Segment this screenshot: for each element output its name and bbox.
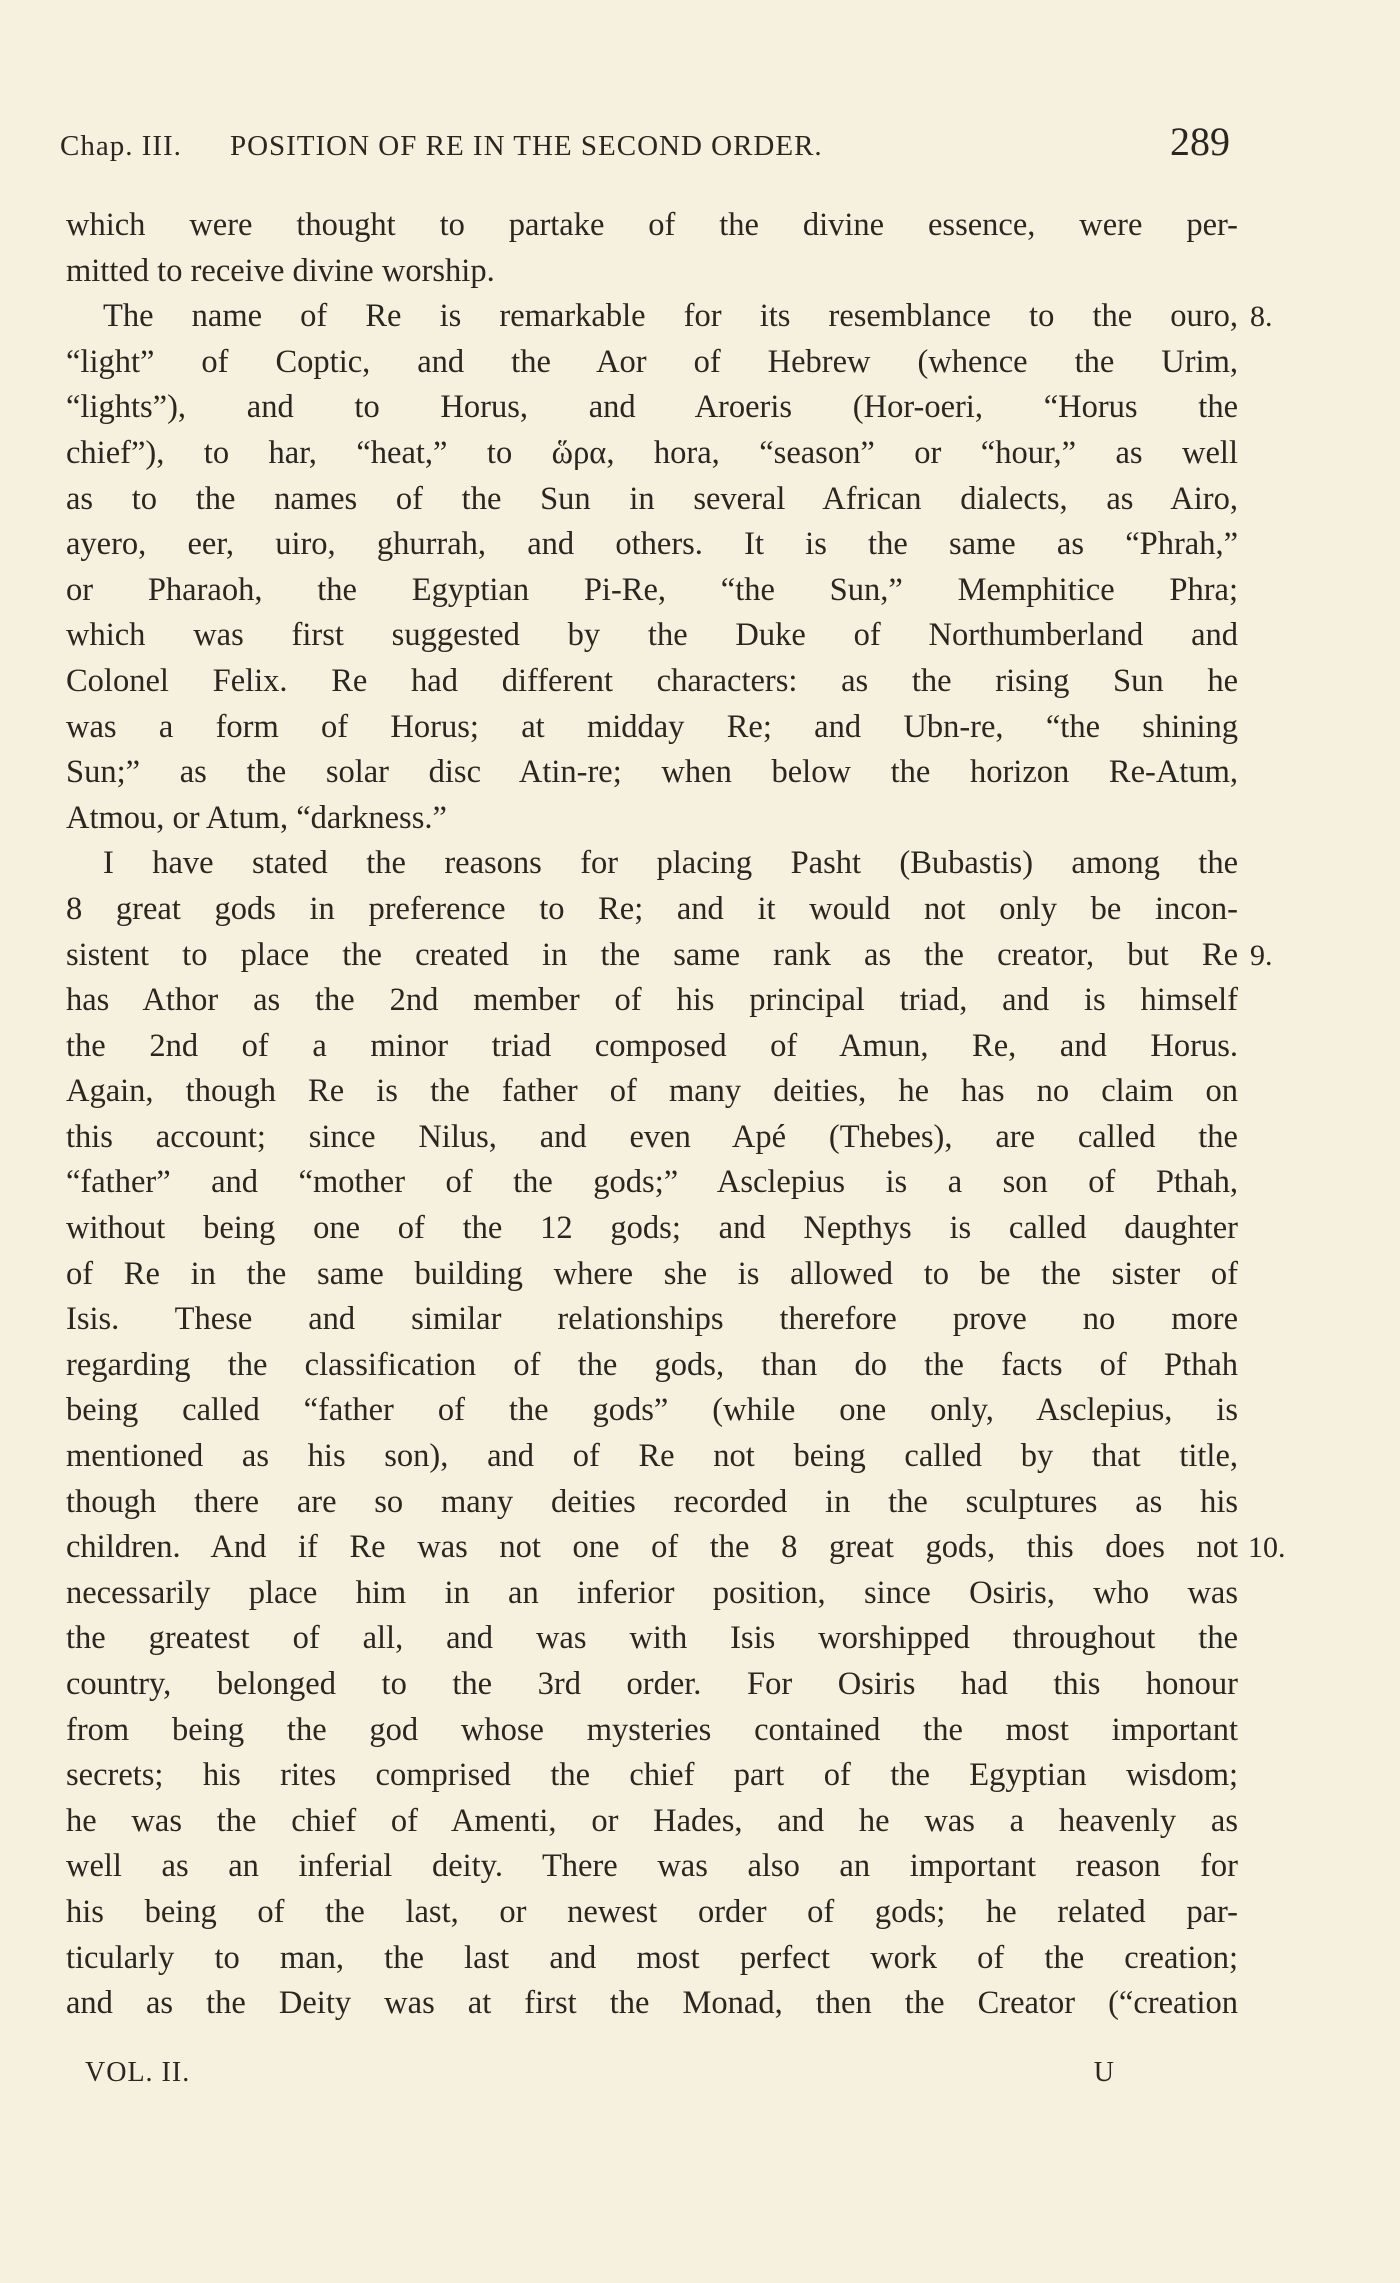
text-line: he was the chief of Amenti, or Hades, and he was a heavenly as <box>66 1802 1238 1839</box>
text-line: children. And if Re was not one of the 8 great gods, this does not <box>66 1529 1238 1566</box>
text-line: well as an inferial deity. There was also an important reason for <box>66 1848 1238 1885</box>
text-line: sistent to place the created in the same rank as the creator, but Re <box>66 936 1238 973</box>
text-line: necessarily place him in an inferior position, since Osiris, who was <box>66 1574 1238 1611</box>
text-line: Isis. These and similar relationships therefore prove no more <box>66 1301 1238 1338</box>
text-line: the greatest of all, and was with Isis worshipped throughout the <box>66 1620 1238 1657</box>
text-line: Sun;” as the solar disc Atin-re; when below the horizon Re-Atum, <box>66 754 1238 791</box>
text-line: has Athor as the 2nd member of his principal triad, and is himself <box>66 982 1238 1019</box>
signature-mark: U <box>1093 2057 1115 2088</box>
text-line: “light” of Coptic, and the Aor of Hebrew (whence the Urim, <box>66 343 1238 380</box>
text-line: ticularly to man, the last and most perfect work of the creation; <box>66 1939 1238 1976</box>
chapter-label: Chap. III. <box>60 130 182 162</box>
volume-label: VOL. II. <box>85 2057 191 2088</box>
text-line: secrets; his rites comprised the chief part of the Egyptian wisdom; <box>66 1757 1238 1794</box>
text-line: from being the god whose mysteries contained the most important <box>66 1711 1238 1748</box>
text-line: of Re in the same building where she is allowed to be the sister of <box>66 1255 1238 1292</box>
margin-note: 9. <box>1250 938 1273 972</box>
text-line: without being one of the 12 gods; and Nepthys is called daughter <box>66 1210 1238 1247</box>
text-line: Again, though Re is the father of many deities, he has no claim on <box>66 1073 1238 1110</box>
page-title: POSITION OF RE IN THE SECOND ORDER. <box>229 130 823 162</box>
text-line: his being of the last, or newest order of gods; he related par- <box>66 1893 1238 1930</box>
text-line: I have stated the reasons for placing Pasht (Bubastis) among the <box>103 845 1238 882</box>
text-line: “lights”), and to Horus, and Aroeris (Hor-oeri, “Horus the <box>66 389 1238 426</box>
text-line: The name of Re is remarkable for its resemblance to the ouro, <box>103 298 1238 335</box>
text-line: Colonel Felix. Re had different characters: as the rising Sun he <box>66 662 1238 699</box>
text-line: chief”), to har, “heat,” to ὥρα, hora, “season” or “hour,” as well <box>66 434 1238 471</box>
text-line: this account; since Nilus, and even Apé (Thebes), are called the <box>66 1118 1238 1155</box>
text-line: regarding the classification of the gods, than do the facts of Pthah <box>66 1346 1238 1383</box>
text-line: mitted to receive divine worship. <box>66 252 495 289</box>
text-line: as to the names of the Sun in several African dialects, as Airo, <box>66 480 1238 517</box>
running-head <box>60 118 1230 165</box>
text-line: being called “father of the gods” (while one only, Asclepius, is <box>66 1392 1238 1429</box>
text-line: ayero, eer, uiro, ghurrah, and others. It is the same as “Phrah,” <box>66 526 1238 563</box>
text-line: “father” and “mother of the gods;” Asclepius is a son of Pthah, <box>66 1164 1238 1201</box>
text-line: which was first suggested by the Duke of Northumberland and <box>66 617 1238 654</box>
page-number: 289 <box>1170 119 1230 164</box>
text-line: 8 great gods in preference to Re; and it would not only be incon- <box>66 890 1238 927</box>
text-line: country, belonged to the 3rd order. For Osiris had this honour <box>66 1666 1238 1702</box>
text-line: which were thought to partake of the divine essence, were per- <box>66 207 1238 243</box>
text-line: though there are so many deities recorded in the sculptures as his <box>66 1483 1238 1520</box>
text-line: or Pharaoh, the Egyptian Pi-Re, “the Sun,” Memphitice Phra; <box>66 571 1238 608</box>
text-line: and as the Deity was at first the Monad, then the Creator (“creation <box>66 1985 1238 2022</box>
margin-note: 10. <box>1248 1531 1286 1565</box>
text-line: was a form of Horus; at midday Re; and Ubn-re, “the shining <box>66 708 1238 745</box>
text-line: Atmou, or Atum, “darkness.” <box>66 799 447 836</box>
text-line: mentioned as his son), and of Re not being called by that title, <box>66 1438 1238 1475</box>
body-text <box>66 203 1238 2027</box>
page-footer <box>85 2057 1115 2089</box>
text-line: the 2nd of a minor triad composed of Amun, Re, and Horus. <box>66 1027 1238 1064</box>
margin-note: 8. <box>1250 300 1273 334</box>
